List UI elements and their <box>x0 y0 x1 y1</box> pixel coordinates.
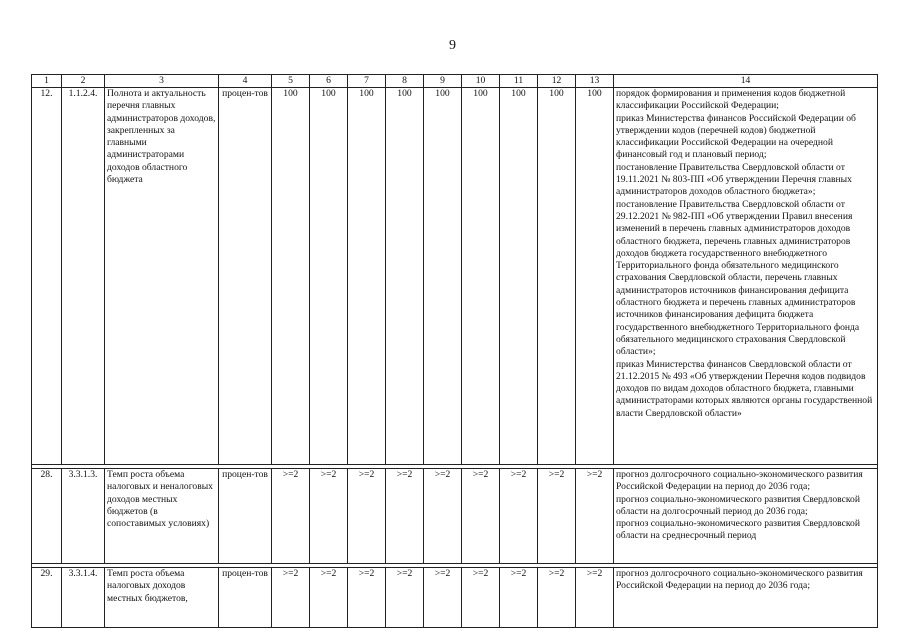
sources-cell <box>614 88 878 465</box>
row-number-cell: 29. <box>32 568 62 628</box>
column-header-5: 5 <box>272 75 310 88</box>
value-cell: >=2 <box>500 568 538 628</box>
source-paragraph: прогноз долгосрочного социально-экономического развития Российской Федерации на период до 2036 года; <box>616 469 863 493</box>
value-cell: >=2 <box>424 568 462 628</box>
source-paragraph: приказ Министерства финансов Свердловской области от 21.12.2015 № 493 «Об утверждении Перечня кодов подвидов доходов по видам доходов областного бюджета, главными администраторами которых являются органы государственной власти Свердловской области» <box>616 358 873 419</box>
value-cell: >=2 <box>386 568 424 628</box>
page-number: 9 <box>449 38 456 53</box>
value-cell: 100 <box>272 88 310 465</box>
value-cell: >=2 <box>538 469 576 564</box>
indicator-table <box>31 74 878 628</box>
table-row <box>32 568 878 628</box>
indicator-name-cell: Полнота и актуальность перечня главных администраторов доходов, закрепленных за главными администраторами доходов областного бюджета <box>105 88 219 465</box>
column-header-3: 3 <box>105 75 219 88</box>
value-cell: 100 <box>538 88 576 465</box>
table-row <box>32 469 878 564</box>
value-cell: >=2 <box>348 469 386 564</box>
value-cell: >=2 <box>348 568 386 628</box>
source-paragraph: приказ Министерства финансов Российской Федерации об утверждении кодов (перечней кодов) бюджетной классификации Российской Федерации на очередной финансовый год и плановый период; <box>616 112 856 161</box>
column-header-13: 13 <box>576 75 614 88</box>
row-number-cell: 12. <box>32 88 62 465</box>
indicator-name-cell: Темп роста объема налоговых доходов местных бюджетов, <box>105 568 219 628</box>
value-cell: 100 <box>424 88 462 465</box>
source-paragraph: порядок формирования и применения кодов бюджетной классификации Российской Федерации; <box>616 88 846 112</box>
value-cell: >=2 <box>538 568 576 628</box>
value-cell: >=2 <box>386 469 424 564</box>
code-cell: 3.3.1.4. <box>62 568 105 628</box>
table-row <box>32 88 878 465</box>
table-header-row <box>32 75 878 88</box>
value-cell: >=2 <box>424 469 462 564</box>
unit-cell: процен-тов <box>219 88 272 465</box>
value-cell: 100 <box>462 88 500 465</box>
row-number-cell: 28. <box>32 469 62 564</box>
value-cell: >=2 <box>462 568 500 628</box>
indicator-name-cell: Темп роста объема налоговых и неналоговых доходов местных бюджетов (в сопоставимых условиях) <box>105 469 219 564</box>
column-header-9: 9 <box>424 75 462 88</box>
value-cell: >=2 <box>272 469 310 564</box>
unit-cell: процен-тов <box>219 469 272 564</box>
value-cell: 100 <box>348 88 386 465</box>
code-cell: 1.1.2.4. <box>62 88 105 465</box>
value-cell: >=2 <box>500 469 538 564</box>
value-cell: >=2 <box>310 469 348 564</box>
value-cell: 100 <box>500 88 538 465</box>
column-header-8: 8 <box>386 75 424 88</box>
unit-cell: процен-тов <box>219 568 272 628</box>
sources-cell <box>614 469 878 564</box>
sources-cell <box>614 568 878 628</box>
column-header-2: 2 <box>62 75 105 88</box>
column-header-14: 14 <box>614 75 878 88</box>
value-cell: 100 <box>310 88 348 465</box>
source-paragraph: прогноз социально-экономического развития Свердловской области на среднесрочный период <box>616 518 860 542</box>
column-header-4: 4 <box>219 75 272 88</box>
column-header-6: 6 <box>310 75 348 88</box>
value-cell: >=2 <box>462 469 500 564</box>
source-paragraph: постановление Правительства Свердловской области от 19.11.2021 № 803-ПП «Об утверждении Перечня главных администраторов доходов областного бюджета»; <box>616 161 852 198</box>
column-header-1: 1 <box>32 75 62 88</box>
column-header-7: 7 <box>348 75 386 88</box>
value-cell: >=2 <box>272 568 310 628</box>
source-paragraph: прогноз социально-экономического развития Свердловской области на долгосрочный период до 2036 года; <box>616 493 860 517</box>
source-paragraph: прогноз долгосрочного социально-экономического развития Российской Федерации на период до 2036 года; <box>616 568 863 592</box>
value-cell: >=2 <box>576 568 614 628</box>
code-cell: 3.3.1.3. <box>62 469 105 564</box>
column-header-11: 11 <box>500 75 538 88</box>
source-paragraph: постановление Правительства Свердловской области от 29.12.2021 № 982-ПП «Об утверждении Правил внесения изменений в перечень главных администраторов доходов областного бюджета, перечень главных администраторов доходов бюджета государственного внебюджетного Территориального фонда обязательного медицинского страхования Свердловской области, перечень главных администраторов источников финансирования дефицита областного бюджета и перечень главных администраторов источников финансирования дефицита бюджета государственного внебюджетного Территориального фонда обязательного медицинского страхования Свердловской области»; <box>616 198 860 358</box>
value-cell: >=2 <box>576 469 614 564</box>
column-header-10: 10 <box>462 75 500 88</box>
column-header-12: 12 <box>538 75 576 88</box>
value-cell: 100 <box>576 88 614 465</box>
value-cell: 100 <box>386 88 424 465</box>
value-cell: >=2 <box>310 568 348 628</box>
